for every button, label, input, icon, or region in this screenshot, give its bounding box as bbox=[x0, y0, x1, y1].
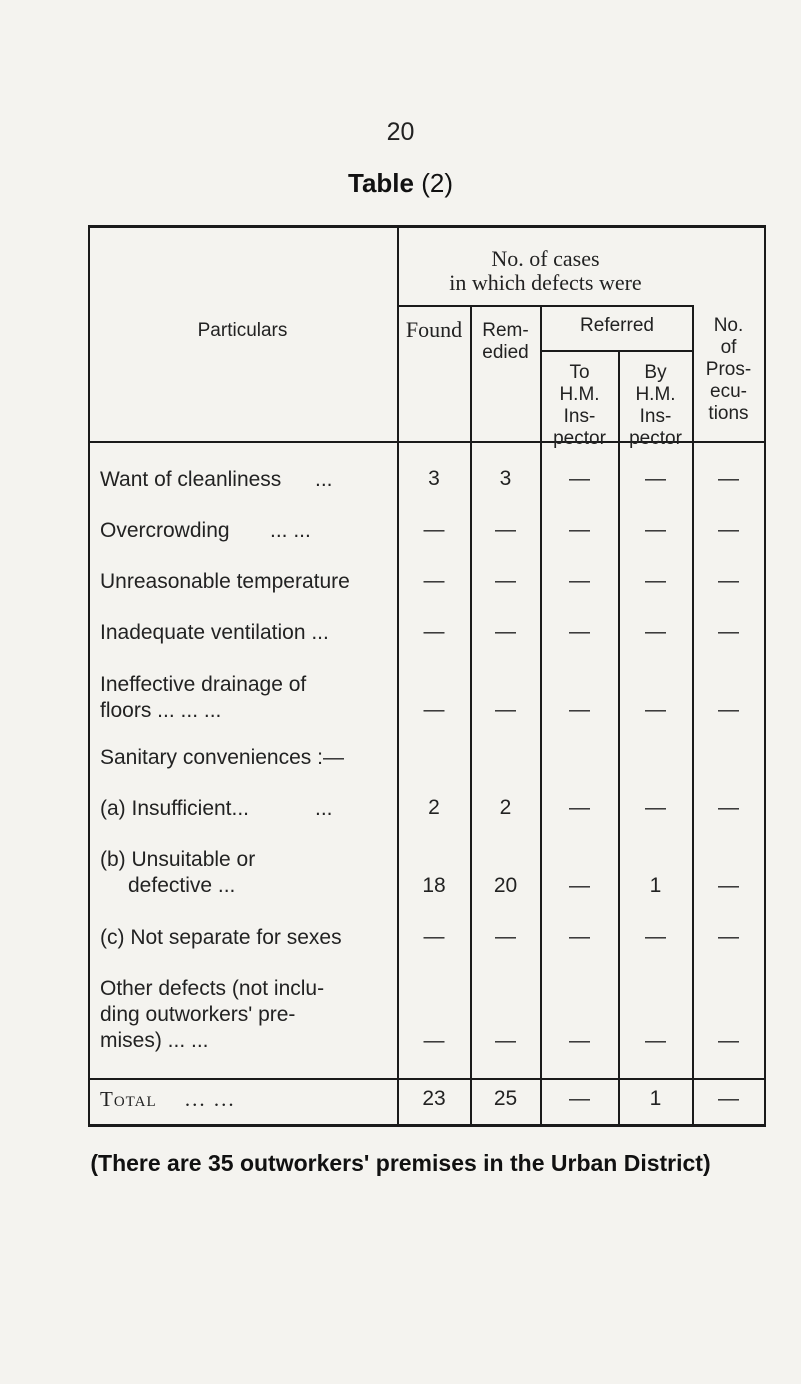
header-pros-l3: Pros- bbox=[705, 359, 752, 380]
cell-found: — bbox=[423, 698, 445, 721]
divider-particulars bbox=[397, 227, 399, 1125]
cell-to: — bbox=[569, 620, 590, 643]
header-referred: Referred bbox=[580, 315, 654, 336]
cell-found: 2 bbox=[428, 796, 440, 819]
header-particulars: Particulars bbox=[197, 320, 288, 341]
header-group-line2: in which defects were bbox=[449, 270, 642, 295]
header-by-l3: Ins- bbox=[639, 406, 672, 427]
header-group-line1: No. of cases bbox=[491, 246, 600, 271]
header-group bbox=[397, 247, 694, 295]
table-title bbox=[0, 168, 801, 199]
total-by: 1 bbox=[649, 1087, 662, 1110]
cell-found: — bbox=[423, 620, 445, 643]
header-by-hm bbox=[619, 362, 692, 450]
cell-pros: — bbox=[718, 874, 739, 897]
header-prosecutions bbox=[693, 315, 764, 425]
header-by-l4: pector bbox=[629, 428, 682, 449]
row-label-line: Overcrowding bbox=[100, 519, 230, 542]
table-number: (2) bbox=[421, 168, 453, 198]
cell-to: — bbox=[569, 796, 590, 819]
row-label bbox=[100, 847, 390, 899]
row-label-line: ... ... bbox=[270, 519, 311, 542]
cell-to: — bbox=[569, 698, 590, 721]
cell-found: 18 bbox=[422, 874, 446, 897]
row-label-line: Ineffective drainage of bbox=[100, 673, 307, 696]
table-title-text: Table bbox=[348, 168, 414, 198]
cell-found: — bbox=[423, 518, 445, 541]
cell-pros: — bbox=[718, 620, 739, 643]
cell-by: — bbox=[645, 620, 666, 643]
total-label-text: Total bbox=[100, 1087, 157, 1111]
row-label-line: floors ... ... ... bbox=[100, 699, 222, 722]
cell-pros: — bbox=[718, 925, 739, 948]
row-label bbox=[100, 745, 390, 771]
row-label-line: defective ... bbox=[128, 874, 236, 897]
header-by-l1: By bbox=[644, 362, 667, 383]
total-pros: — bbox=[718, 1087, 739, 1110]
cell-by: — bbox=[645, 467, 666, 490]
cell-remedied: — bbox=[495, 925, 516, 948]
total-dots: ... ... bbox=[184, 1087, 236, 1111]
cell-found: — bbox=[423, 1029, 445, 1052]
cell-pros: — bbox=[718, 1029, 739, 1052]
referred-underline bbox=[540, 350, 694, 352]
row-label-line: mises) ... ... bbox=[100, 1029, 209, 1052]
header-found: Found bbox=[405, 317, 463, 342]
header-remedied-l2: edied bbox=[482, 342, 529, 363]
cell-remedied: 2 bbox=[499, 796, 512, 819]
cell-found: — bbox=[423, 925, 445, 948]
cell-to: — bbox=[569, 874, 590, 897]
cell-by: 1 bbox=[649, 874, 662, 897]
cell-remedied: — bbox=[495, 569, 516, 592]
header-pros-l1: No. bbox=[713, 315, 744, 336]
cell-pros: — bbox=[718, 467, 739, 490]
row-label bbox=[100, 518, 390, 544]
cell-remedied: — bbox=[495, 620, 516, 643]
row-label-line: Sanitary conveniences :— bbox=[100, 746, 344, 769]
total-label bbox=[100, 1087, 390, 1112]
cell-by: — bbox=[645, 925, 666, 948]
cell-remedied: 3 bbox=[499, 467, 512, 490]
cell-found: — bbox=[423, 569, 445, 592]
row-label-line: Inadequate ventilation ... bbox=[100, 621, 329, 644]
row-label bbox=[100, 467, 390, 493]
header-pros-l4: ecu- bbox=[710, 381, 747, 402]
row-label-line: (b) Unsuitable or bbox=[100, 848, 256, 871]
header-to-l2: H.M. bbox=[559, 384, 600, 405]
total-to: — bbox=[569, 1087, 590, 1110]
header-to-l3: Ins- bbox=[563, 406, 596, 427]
header-by-l2: H.M. bbox=[635, 384, 676, 405]
left-border bbox=[88, 227, 90, 1125]
cell-by: — bbox=[645, 796, 666, 819]
row-label bbox=[100, 620, 390, 646]
right-border bbox=[764, 227, 766, 1125]
cell-to: — bbox=[569, 467, 590, 490]
cell-to: — bbox=[569, 925, 590, 948]
cell-pros: — bbox=[718, 569, 739, 592]
header-to-l1: To bbox=[569, 362, 590, 383]
bottom-rule bbox=[88, 1124, 766, 1127]
header-to-l4: pector bbox=[553, 428, 606, 449]
row-label-line: ... bbox=[315, 797, 333, 820]
row-label bbox=[100, 925, 390, 951]
cell-pros: — bbox=[718, 518, 739, 541]
total-found: 23 bbox=[422, 1087, 446, 1110]
row-label-line: Unreasonable temperature bbox=[100, 570, 350, 593]
row-label-line: (a) Insufficient... bbox=[100, 797, 250, 820]
header-remedied bbox=[471, 320, 540, 364]
row-label-line: (c) Not separate for sexes bbox=[100, 926, 342, 949]
group-underline bbox=[397, 305, 694, 307]
row-label bbox=[100, 796, 390, 822]
cell-to: — bbox=[569, 518, 590, 541]
row-label bbox=[100, 976, 390, 1054]
header-to-hm bbox=[541, 362, 618, 450]
cell-to: — bbox=[569, 569, 590, 592]
total-top-line bbox=[88, 1078, 766, 1080]
cell-pros: — bbox=[718, 698, 739, 721]
cell-pros: — bbox=[718, 796, 739, 819]
row-label-line: Want of cleanliness bbox=[100, 468, 282, 491]
header-pros-l2: of bbox=[720, 337, 737, 358]
footnote: (There are 35 outworkers' premises in the Urban District) bbox=[90, 1150, 711, 1176]
cell-to: — bbox=[569, 1029, 590, 1052]
cell-remedied: — bbox=[495, 518, 516, 541]
row-label-line: ding outworkers' pre- bbox=[100, 1003, 296, 1026]
row-label-line: ... bbox=[315, 468, 333, 491]
cell-remedied: — bbox=[495, 698, 516, 721]
header-remedied-l1: Rem- bbox=[482, 320, 529, 341]
total-remedied: 25 bbox=[493, 1087, 518, 1110]
cell-remedied: 20 bbox=[493, 874, 518, 897]
cell-found: 3 bbox=[428, 467, 440, 490]
header-pros-l5: tions bbox=[708, 403, 749, 424]
row-label bbox=[100, 569, 390, 595]
cell-by: — bbox=[645, 698, 666, 721]
cell-by: — bbox=[645, 1029, 666, 1052]
cell-by: — bbox=[645, 518, 666, 541]
cell-remedied: — bbox=[495, 1029, 516, 1052]
row-label-line: Other defects (not inclu- bbox=[100, 977, 325, 1000]
cell-by: — bbox=[645, 569, 666, 592]
row-label bbox=[100, 672, 390, 724]
page-number: 20 bbox=[386, 118, 415, 146]
top-rule bbox=[88, 225, 766, 228]
